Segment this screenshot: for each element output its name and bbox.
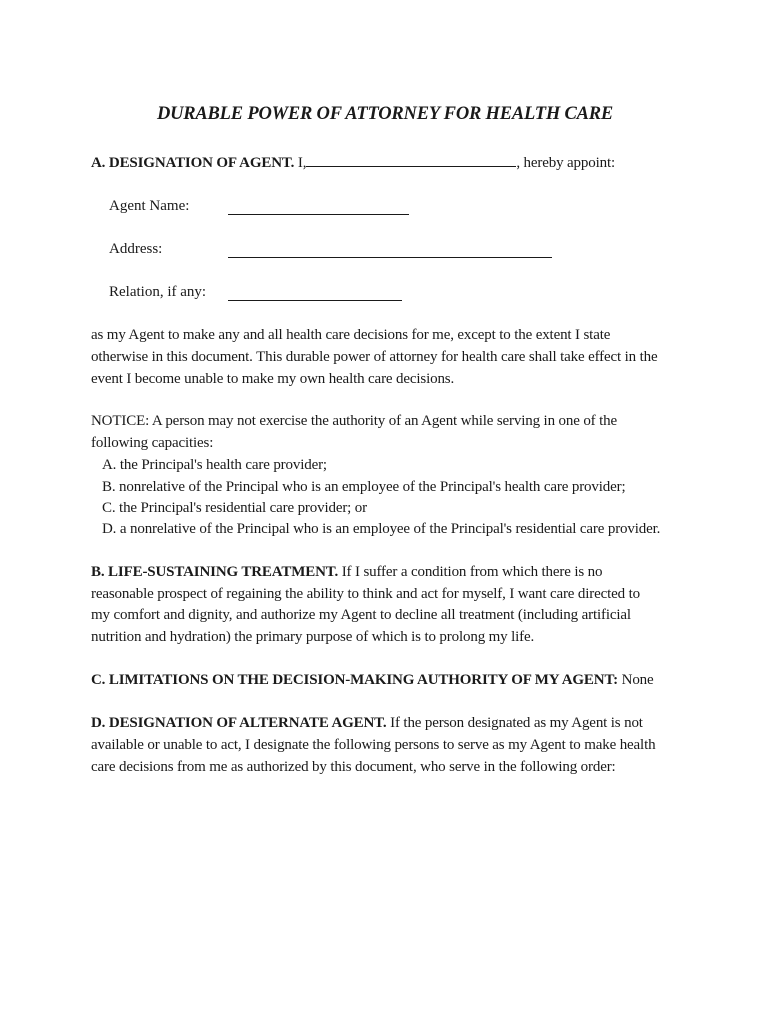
section-d-line: care decisions from me as authorized by this document, who serve in the following order: [91, 759, 616, 775]
section-b-line [91, 564, 602, 581]
section-b-line: my comfort and dignity, and authorize my Agent to decline all treatment (including artificial [91, 607, 631, 623]
section-c-heading: C. LIMITATIONS ON THE DECISION-MAKING AUTHORITY OF MY AGENT: [91, 672, 619, 688]
notice-item: D. a nonrelative of the Principal who is an employee of the Principal's residential care provider. [102, 521, 661, 537]
agent-paragraph-line: event I become unable to make my own health care decisions. [91, 371, 455, 387]
notice-item: B. nonrelative of the Principal who is an employee of the Principal's health care provider; [102, 479, 626, 495]
principal-name-blank[interactable] [306, 154, 516, 167]
agent-name-label: Agent Name: [109, 198, 190, 214]
agent-name-blank[interactable] [228, 214, 409, 215]
document-title: DURABLE POWER OF ATTORNEY FOR HEALTH CARE [156, 104, 614, 124]
section-d-line: available or unable to act, I designate the following persons to serve as my Agent to make health [91, 737, 656, 753]
relation-label: Relation, if any: [109, 284, 207, 300]
notice-line: NOTICE: A person may not exercise the authority of an Agent while serving in one of the [91, 413, 617, 429]
agent-paragraph-line: otherwise in this document. This durable power of attorney for health care shall take effect in the [91, 349, 658, 365]
notice-item: C. the Principal's residential care provider; or [102, 500, 367, 516]
address-blank[interactable] [228, 257, 552, 258]
section-a-line [91, 154, 615, 172]
section-c-line [91, 672, 654, 689]
section-a-heading: A. DESIGNATION OF AGENT. [91, 155, 295, 171]
section-b-text: If I suffer a condition from which there is no [341, 564, 603, 580]
section-a-text-after: , hereby appoint: [516, 155, 615, 171]
section-d-line [91, 715, 643, 732]
section-b-line: reasonable prospect of regaining the ability to think and act for myself, I want care directed to [91, 586, 640, 602]
notice-item: A. the Principal's health care provider; [102, 457, 327, 473]
section-b-line: nutrition and hydration) the primary purpose of which is to prolong my life. [91, 629, 535, 645]
agent-paragraph-line: as my Agent to make any and all health care decisions for me, except to the extent I state [91, 327, 611, 343]
address-label: Address: [109, 241, 163, 257]
section-d-text: If the person designated as my Agent is not [390, 715, 643, 731]
section-d-heading: D. DESIGNATION OF ALTERNATE AGENT. [91, 715, 387, 731]
relation-blank[interactable] [228, 300, 402, 301]
section-a-text-before: I, [297, 155, 307, 171]
notice-line: following capacities: [91, 435, 214, 451]
section-b-heading: B. LIFE-SUSTAINING TREATMENT. [91, 564, 339, 580]
section-c-value: None [621, 672, 654, 688]
